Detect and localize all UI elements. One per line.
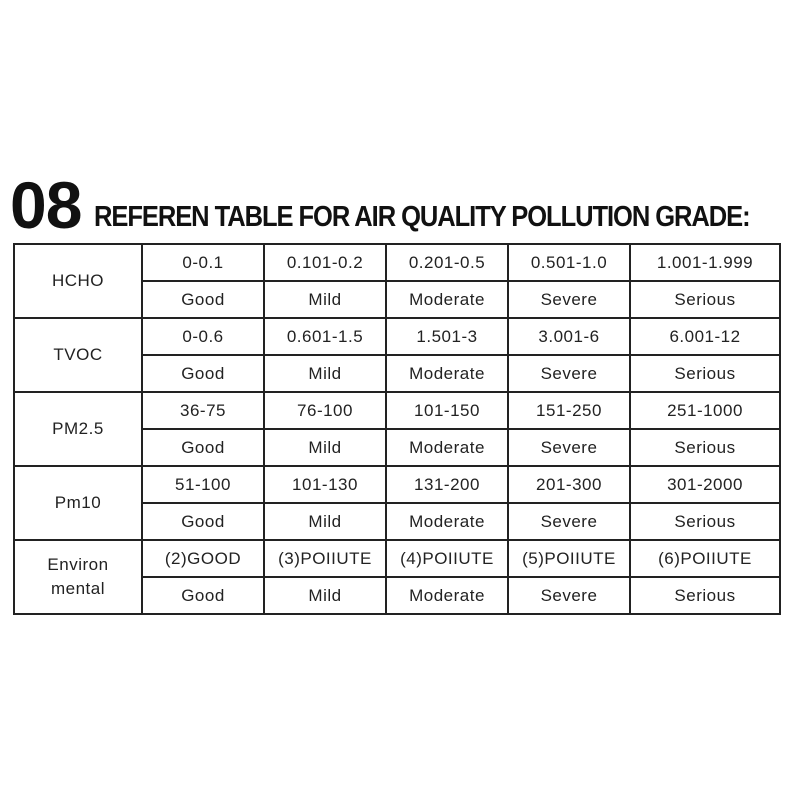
grade-cell: Moderate <box>386 577 508 614</box>
grade-cell: Mild <box>264 355 386 392</box>
grade-cell: Severe <box>508 429 630 466</box>
grade-cell: Severe <box>508 503 630 540</box>
grade-cell: Moderate <box>386 429 508 466</box>
grade-cell: Serious <box>630 429 780 466</box>
grade-cell: Mild <box>264 281 386 318</box>
grade-cell: Moderate <box>386 281 508 318</box>
table-row-hcho-ranges <box>14 244 780 281</box>
grade-cell: Severe <box>508 577 630 614</box>
range-cell: 101-150 <box>386 392 508 429</box>
grade-cell: Serious <box>630 503 780 540</box>
grade-cell: Severe <box>508 281 630 318</box>
range-cell: 151-250 <box>508 392 630 429</box>
range-cell: (4)POIIUTE <box>386 540 508 577</box>
range-cell: 36-75 <box>142 392 264 429</box>
range-cell: 0-0.6 <box>142 318 264 355</box>
table-row-pm10-ranges <box>14 466 780 503</box>
grade-cell: Moderate <box>386 355 508 392</box>
range-cell: 3.001-6 <box>508 318 630 355</box>
grade-cell: Serious <box>630 577 780 614</box>
row-label-tvoc: TVOC <box>14 318 142 392</box>
range-cell: (6)POIIUTE <box>630 540 780 577</box>
range-cell: 51-100 <box>142 466 264 503</box>
section-title: REFEREN TABLE FOR AIR QUALITY POLLUTION GRADE: <box>94 201 750 233</box>
range-cell: 1.001-1.999 <box>630 244 780 281</box>
grade-cell: Mild <box>264 503 386 540</box>
table-row-environmental-ranges <box>14 540 780 577</box>
row-label-line: mental <box>50 579 106 598</box>
row-label-pm25: PM2.5 <box>14 392 142 466</box>
range-cell: 301-2000 <box>630 466 780 503</box>
range-cell: 0-0.1 <box>142 244 264 281</box>
range-cell: 1.501-3 <box>386 318 508 355</box>
range-cell: 0.501-1.0 <box>508 244 630 281</box>
range-cell: 0.601-1.5 <box>264 318 386 355</box>
grade-cell: Good <box>142 355 264 392</box>
grade-cell: Good <box>142 577 264 614</box>
row-label-environmental <box>14 540 142 614</box>
grade-cell: Good <box>142 429 264 466</box>
range-cell: 0.101-0.2 <box>264 244 386 281</box>
range-cell: 101-130 <box>264 466 386 503</box>
range-cell: 251-1000 <box>630 392 780 429</box>
grade-cell: Serious <box>630 355 780 392</box>
grade-cell: Serious <box>630 281 780 318</box>
page-title <box>10 170 795 240</box>
pollution-grade-table <box>13 243 781 615</box>
table-row-pm25-ranges <box>14 392 780 429</box>
range-cell: 0.201-0.5 <box>386 244 508 281</box>
grade-cell: Good <box>142 503 264 540</box>
row-label-line: Environ <box>47 555 109 574</box>
table-row-tvoc-ranges <box>14 318 780 355</box>
grade-cell: Severe <box>508 355 630 392</box>
range-cell: 201-300 <box>508 466 630 503</box>
range-cell: (3)POIIUTE <box>264 540 386 577</box>
range-cell: (5)POIIUTE <box>508 540 630 577</box>
grade-cell: Mild <box>264 577 386 614</box>
range-cell: 6.001-12 <box>630 318 780 355</box>
section-number: 08 <box>10 168 82 242</box>
row-label-hcho: HCHO <box>14 244 142 318</box>
range-cell: (2)GOOD <box>142 540 264 577</box>
grade-cell: Mild <box>264 429 386 466</box>
range-cell: 76-100 <box>264 392 386 429</box>
grade-cell: Good <box>142 281 264 318</box>
range-cell: 131-200 <box>386 466 508 503</box>
grade-cell: Moderate <box>386 503 508 540</box>
row-label-pm10: Pm10 <box>14 466 142 540</box>
